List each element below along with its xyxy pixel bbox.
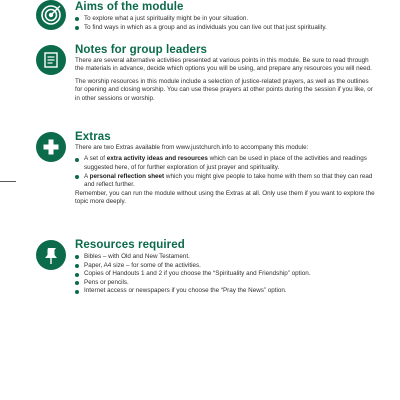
list-item: Pens or pencils.	[75, 279, 376, 288]
list-item: To find ways in which as a group and as individuals you can live out that just spirituality.	[75, 24, 376, 33]
list-item: Internet access or newspapers if you choose the “Pray the News” option.	[75, 287, 376, 296]
list-item: Paper, A4 size – for some of the activities.	[75, 262, 376, 271]
resources-title: Resources required	[75, 239, 185, 251]
extras-intro: There are two Extras available from www.justchurch.info to accompany this module:	[75, 144, 309, 151]
margin-rule	[0, 181, 16, 182]
list-item: Bibles – with Old and New Testament.	[75, 253, 376, 262]
extras-title: Extras	[75, 131, 111, 143]
notes-icon	[36, 45, 66, 75]
pushpin-icon	[36, 240, 66, 270]
list-item: To explore what a just spirituality might be in your situation.	[75, 15, 376, 24]
leaders-paragraph-2: The worship resources in this module include a selection of justice-related prayers, as well as the outlines for opening and closing worship. You can use these prayers at other points during the session if you like, or in other sessions or worship.	[75, 77, 373, 102]
leaders-title: Notes for group leaders	[75, 44, 208, 56]
extras-closing: Remember, you can run the module without using the Extras at all. Only use them if you want to explore the topic more deeply.	[75, 189, 375, 206]
resources-list	[75, 253, 376, 296]
list-item: A personal reflection sheet which you might give people to take home with them so that they can read and reflect further.	[75, 173, 376, 190]
aims-title: Aims of the module	[75, 1, 184, 13]
target-icon	[36, 0, 66, 30]
list-item: A set of extra activity ideas and resources which can be used in place of the activities and readings suggested here, of for further exploration of just prayer and spirituality.	[75, 155, 376, 172]
list-item: Copies of Handouts 1 and 2 if you choose the “Spirituality and Friendship” option.	[75, 270, 376, 279]
aims-list	[75, 15, 376, 32]
leaders-paragraph-1: There are several alternative activities presented at various points in this module. Be sure to read through the materials in advance, decide which options you will be using, and prepare any resources you will need.	[75, 57, 372, 73]
plus-icon	[36, 132, 66, 162]
extras-list	[75, 155, 376, 189]
